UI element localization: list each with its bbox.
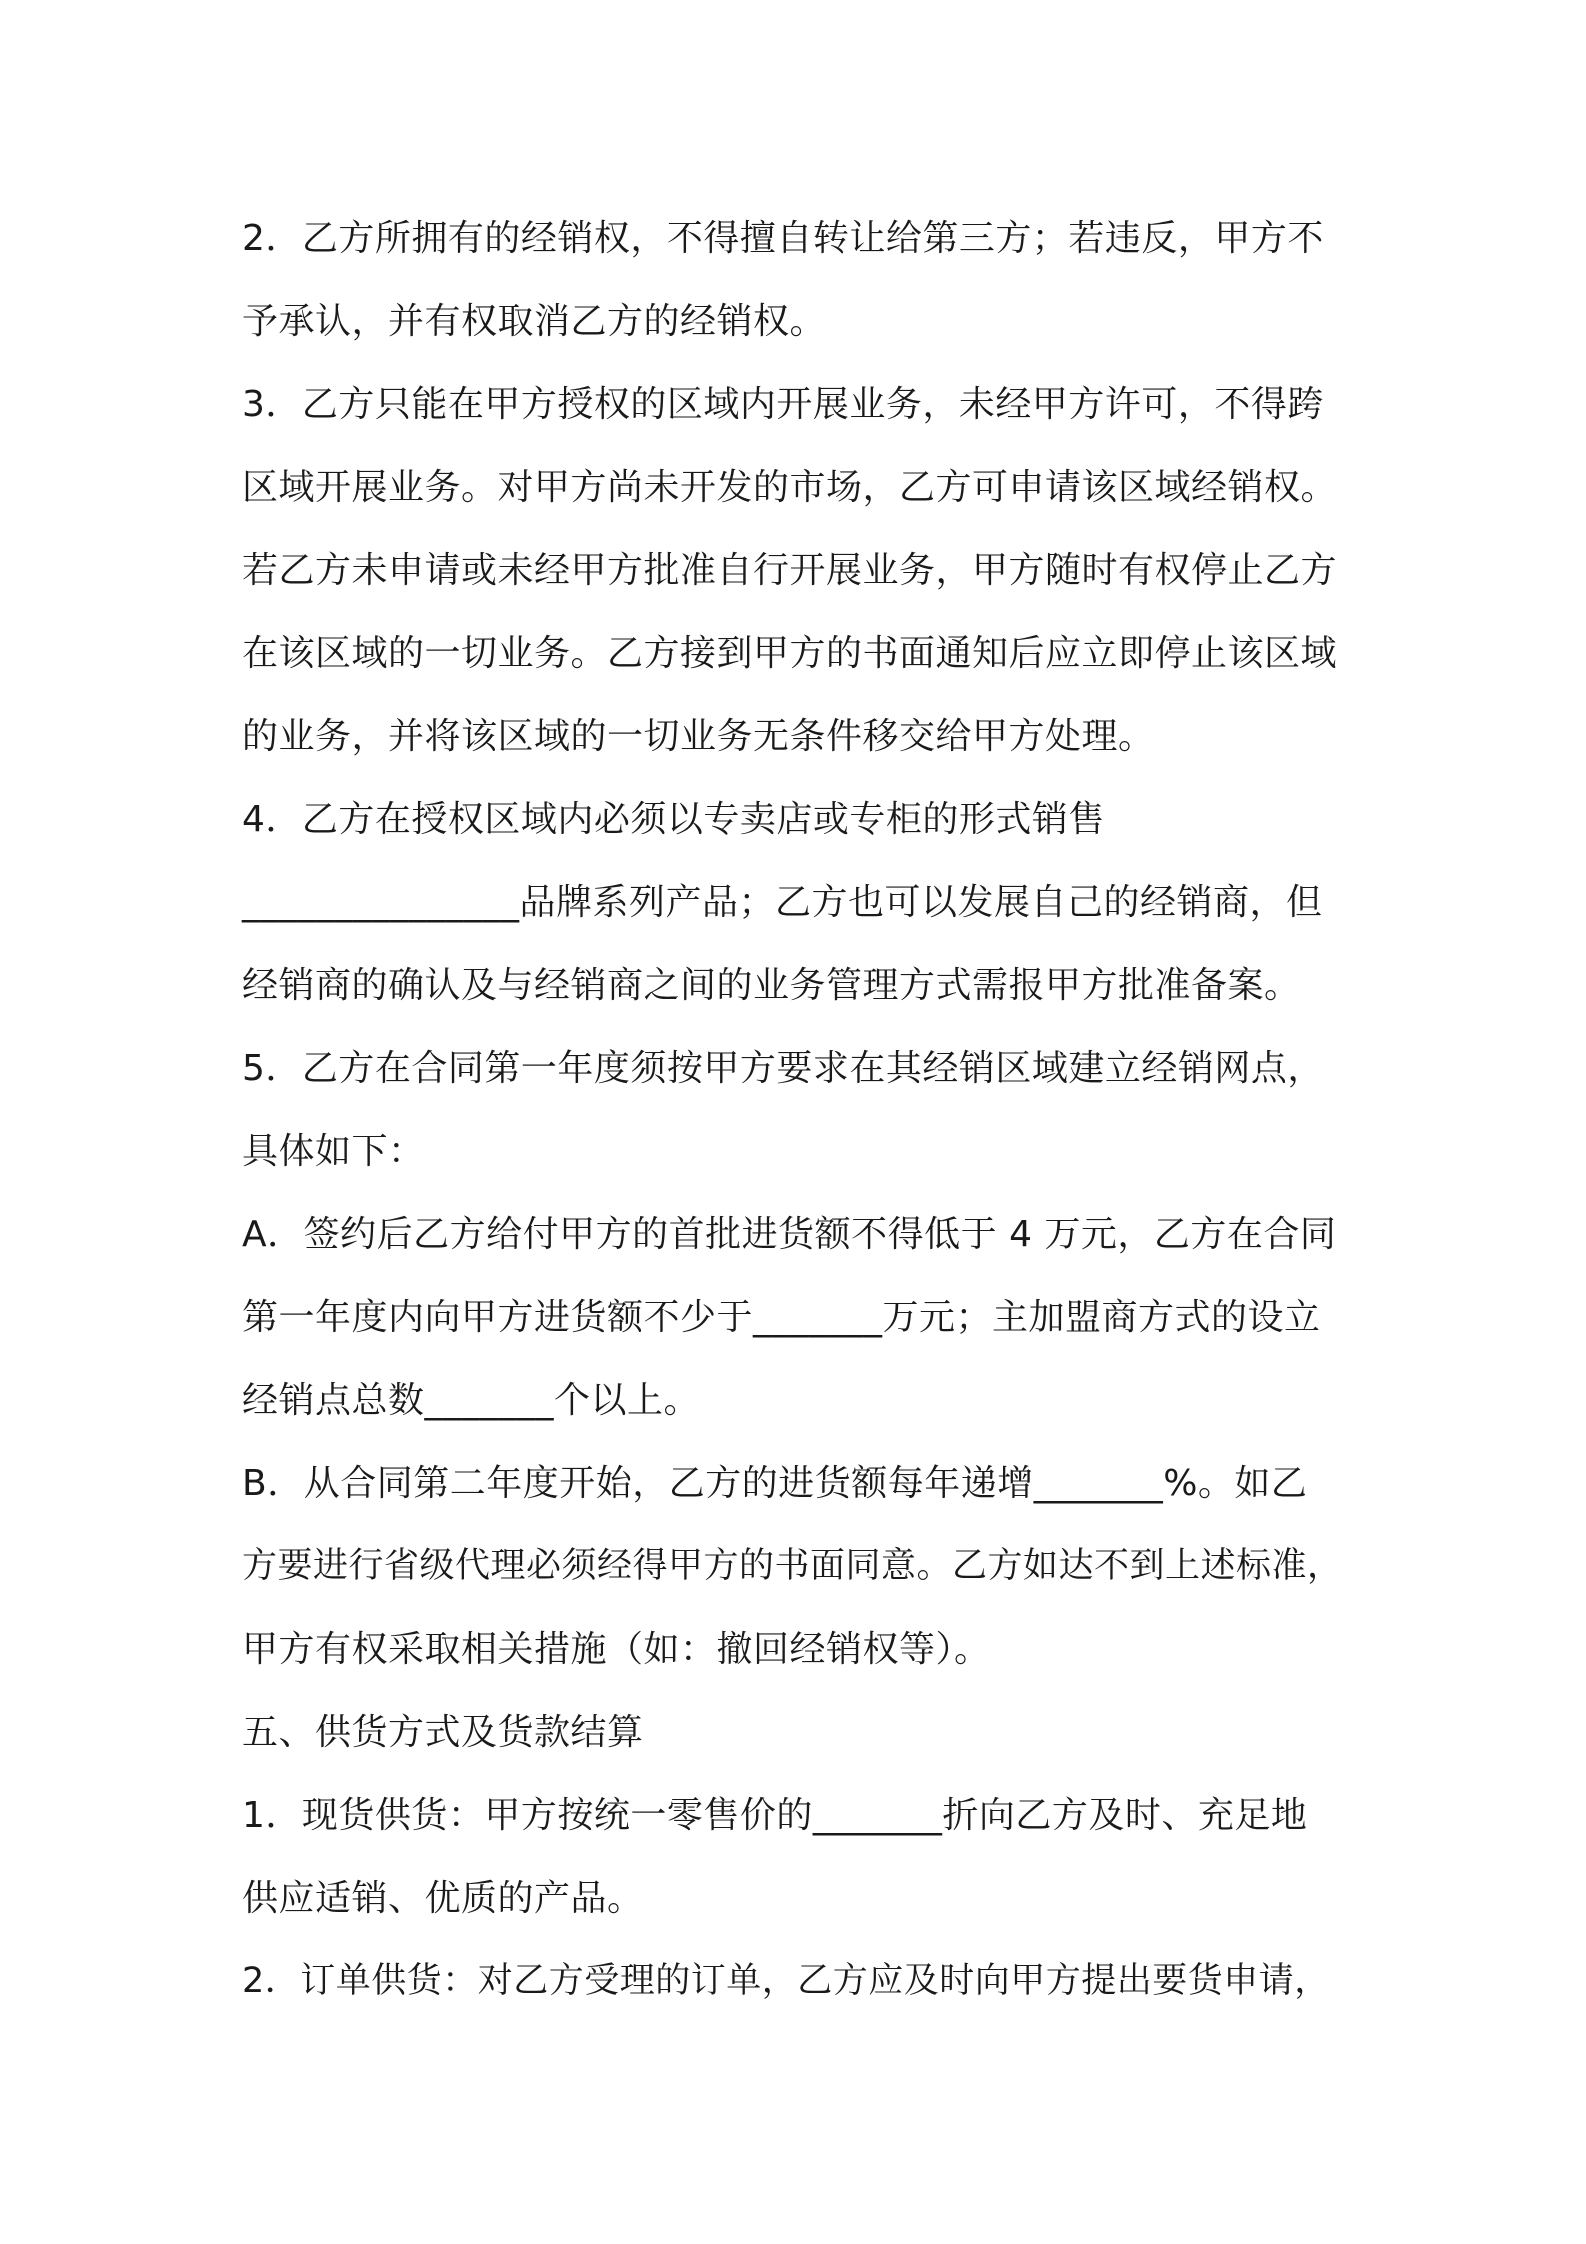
- item-b-line-1: B．从合同第二年度开始，乙方的进货额每年递增_______%。如乙: [242, 1463, 1308, 1504]
- clause-3-line-4: 在该区域的一切业务。乙方接到甲方的书面通知后应立即停止该区域: [242, 633, 1338, 674]
- clause-3-line-3: 若乙方未申请或未经甲方批准自行开展业务，甲方随时有权停止乙方: [242, 550, 1338, 591]
- supply-1-line-2: 供应适销、优质的产品。: [242, 1878, 644, 1919]
- clause-5-line-2: 具体如下：: [242, 1131, 425, 1172]
- clause-3-line-5: 的业务，并将该区域的一切业务无条件移交给甲方处理。: [242, 716, 1155, 757]
- clause-3-line-2: 区域开展业务。对甲方尚未开发的市场，乙方可申请该区域经销权。: [242, 467, 1338, 508]
- clause-2-line-2: 予承认，并有权取消乙方的经销权。: [242, 301, 827, 342]
- clause-4-line-1: 4．乙方在授权区域内必须以专卖店或专柜的形式销售: [242, 799, 1105, 840]
- clause-4-line-2: _______________品牌系列产品；乙方也可以发展自己的经销商，但: [242, 882, 1323, 923]
- document-body: [242, 197, 1352, 2023]
- item-b-line-2: 方要进行省级代理必须经得甲方的书面同意。乙方如达不到上述标准，: [242, 1546, 1343, 1586]
- item-a-line-2: 第一年度内向甲方进货额不少于_______万元；主加盟商方式的设立: [242, 1297, 1321, 1338]
- item-a-line-3: 经销点总数_______个以上。: [242, 1380, 701, 1421]
- clause-3-line-1: 3．乙方只能在甲方授权的区域内开展业务，未经甲方许可，不得跨: [242, 384, 1324, 425]
- clause-5-line-1: 5．乙方在合同第一年度须按甲方要求在其经销区域建立经销网点，: [242, 1048, 1324, 1089]
- supply-1-line-1: 1．现货供货：甲方按统一零售价的_______折向乙方及时、充足地: [242, 1795, 1308, 1836]
- clause-2-line-1: 2．乙方所拥有的经销权，不得擅自转让给第三方；若违反，甲方不: [242, 218, 1324, 259]
- supply-2-line-1: 2．订单供货：对乙方受理的订单，乙方应及时向甲方提出要货申请，: [242, 1961, 1330, 2001]
- item-a-line-1: A．签约后乙方给付甲方的首批进货额不得低于 4 万元，乙方在合同: [242, 1214, 1337, 1255]
- section-5-heading: 五、供货方式及货款结算: [242, 1712, 644, 1753]
- clause-4-line-3: 经销商的确认及与经销商之间的业务管理方式需报甲方批准备案。: [242, 965, 1301, 1006]
- item-b-line-3: 甲方有权采取相关措施（如：撤回经销权等）。: [242, 1629, 991, 1670]
